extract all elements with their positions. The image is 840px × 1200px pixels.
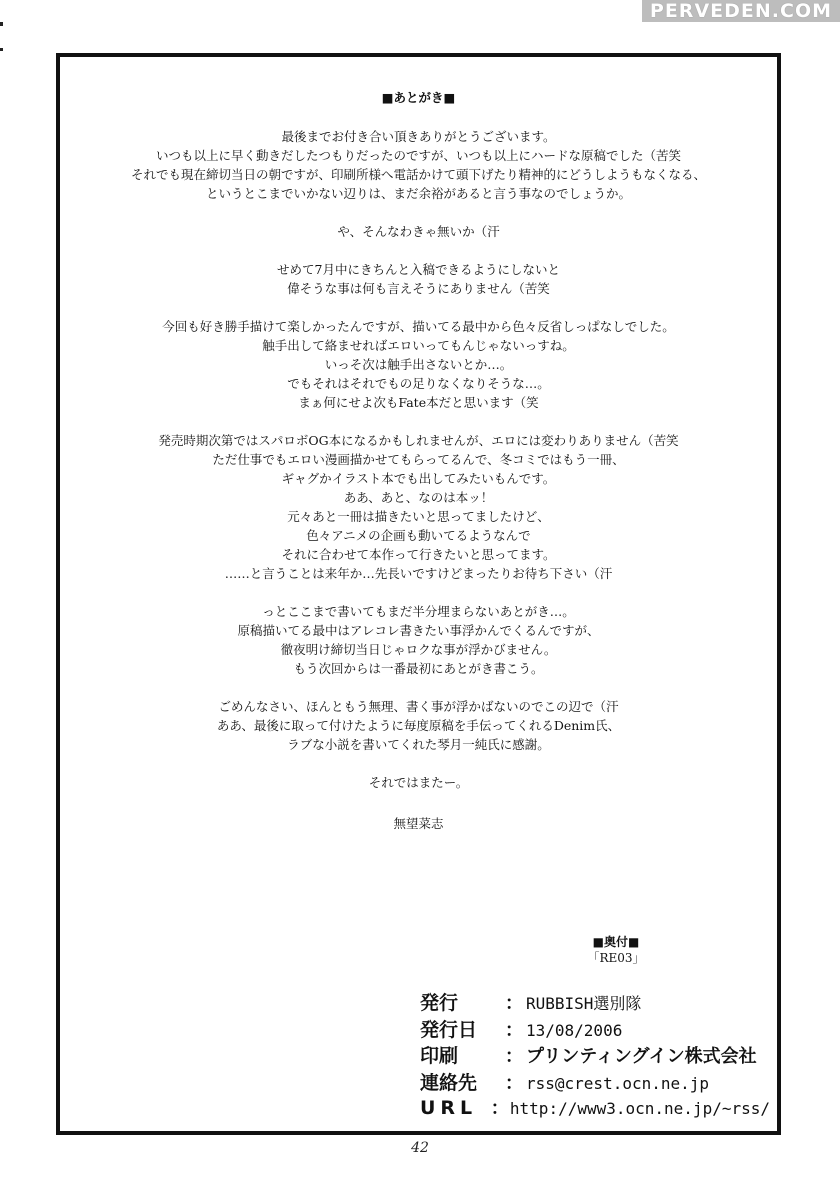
text-line: いつも以上に早く動きだしたつもりだったのですが、いつも以上にハードな原稿でした（苦笑 xyxy=(155,148,681,163)
afterword-paragraph xyxy=(60,317,777,412)
row-value: http://www3.ocn.ne.jp/~rss/ xyxy=(509,1099,770,1118)
edge-mark xyxy=(0,48,3,51)
colophon-table xyxy=(420,988,770,1121)
site-watermark: PERVEDEN.COM xyxy=(642,0,840,22)
edge-mark xyxy=(0,22,3,26)
text-line: 今回も好き勝手描けて楽しかったんですが、描いてる最中から色々反省しっぱなしでした。 xyxy=(162,319,675,334)
text-line: ごめんなさい、ほんともう無理、書く事が浮かばないのでこの辺で（汗 xyxy=(218,699,619,714)
afterword-paragraph xyxy=(60,773,777,792)
text-line: ただ仕事でもエロい漫画描かせてもらってるんで、冬コミではもう一冊、 xyxy=(212,452,625,467)
text-line: 徹夜明け締切当日じゃロクな事が浮かびません。 xyxy=(280,642,557,657)
text-line: もう次回からは一番最初にあとがき書こう。 xyxy=(293,661,544,676)
text-line: 最後までお付き合い頂きありがとうございます。 xyxy=(281,129,556,144)
afterword-section xyxy=(60,88,777,833)
text-line: や、そんなわきゃ無いか（汗 xyxy=(337,224,500,239)
colophon-row-printer xyxy=(420,1041,770,1068)
colophon-row-contact xyxy=(420,1068,770,1095)
text-line: 触手出して絡ませればエロいってもんじゃないっすね。 xyxy=(262,338,575,353)
row-value: RUBBISH選別隊 xyxy=(526,994,642,1013)
text-line: 発売時期次第ではスパロボOG本になるかもしれませんが、エロには変わりありません（苦笑 xyxy=(158,433,679,448)
colophon-row-url xyxy=(420,1094,770,1121)
text-line: ラブな小説を書いてくれた琴月一純氏に感謝。 xyxy=(287,737,550,752)
row-label: 印刷 xyxy=(420,1045,459,1067)
text-line: というとこまでいかない辺りは、まだ余裕があると言う事なのでしょうか。 xyxy=(205,186,631,201)
text-line: それではまたー。 xyxy=(368,775,469,790)
row-colon: ： xyxy=(505,1072,523,1094)
afterword-paragraph xyxy=(60,602,777,678)
text-line: 元々あと一冊は描きたいと思ってましたけど、 xyxy=(287,509,550,524)
row-label: 発行 xyxy=(420,992,459,1014)
text-line: いっそ次は触手出さないとか…。 xyxy=(324,357,513,372)
page-number: 42 xyxy=(411,1140,429,1156)
row-colon: ： xyxy=(505,1046,523,1067)
row-label: URL xyxy=(420,1097,478,1119)
afterword-paragraph xyxy=(60,697,777,754)
afterword-heading: ■あとがき■ xyxy=(381,90,456,105)
text-line: まぁ何にせよ次もFate本だと思います（笑 xyxy=(298,395,539,410)
row-value: rss@crest.ocn.ne.jp xyxy=(526,1073,710,1093)
row-value: プリンティングイン株式会社 xyxy=(526,1046,757,1067)
row-value: 13/08/2006 xyxy=(526,1020,623,1040)
row-colon: ： xyxy=(490,1098,509,1119)
text-line: っとここまで書いてもまだ半分埋まらないあとがき…。 xyxy=(262,604,575,619)
text-line: 原稿描いてる最中はアレコレ書きたい事浮かんでくるんですが、 xyxy=(237,623,600,638)
row-colon: ： xyxy=(505,1019,523,1041)
afterword-paragraph xyxy=(60,127,777,203)
colophon-heading: ■奥付■ xyxy=(592,935,640,949)
text-line: 偉そうな事は何も言えそうにありません（苦笑 xyxy=(287,281,550,296)
afterword-paragraph xyxy=(60,431,777,583)
afterword-paragraph xyxy=(60,222,777,241)
colophon-row-date xyxy=(420,1015,770,1042)
text-line: ……と言うことは来年か…先長いですけどまったりお待ち下さい（汗 xyxy=(224,566,613,581)
text-line: ああ、最後に取って付けたように毎度原稿を手伝ってくれるDenim氏、 xyxy=(216,718,621,733)
text-line: それに合わせて本作って行きたいと思ってます。 xyxy=(281,547,556,562)
text-line: 色々アニメの企画も動いてるようなんで xyxy=(306,528,531,543)
afterword-paragraph xyxy=(60,260,777,298)
row-label: 発行日 xyxy=(420,1018,478,1041)
author-signature: 無望菜志 xyxy=(393,816,444,831)
text-line: それでも現在締切当日の朝ですが、印刷所様へ電話かけて頭下げたり精神的にどうしようもなくなる、 xyxy=(130,167,706,182)
colophon-row-publisher xyxy=(420,988,770,1015)
row-label: 連絡先 xyxy=(420,1071,478,1094)
text-line: ああ、あと、なのは本ッ！ xyxy=(343,490,494,505)
row-colon: ： xyxy=(505,993,523,1014)
text-line: せめて7月中にきちんと入稿できるようにしないと xyxy=(277,262,560,277)
text-line: でもそれはそれでもの足りなくなりそうな…。 xyxy=(287,376,550,391)
colophon-header xyxy=(576,934,656,966)
text-line: ギャグかイラスト本でも出してみたいもんです。 xyxy=(281,471,556,486)
colophon-title: 「RE03」 xyxy=(587,951,645,965)
